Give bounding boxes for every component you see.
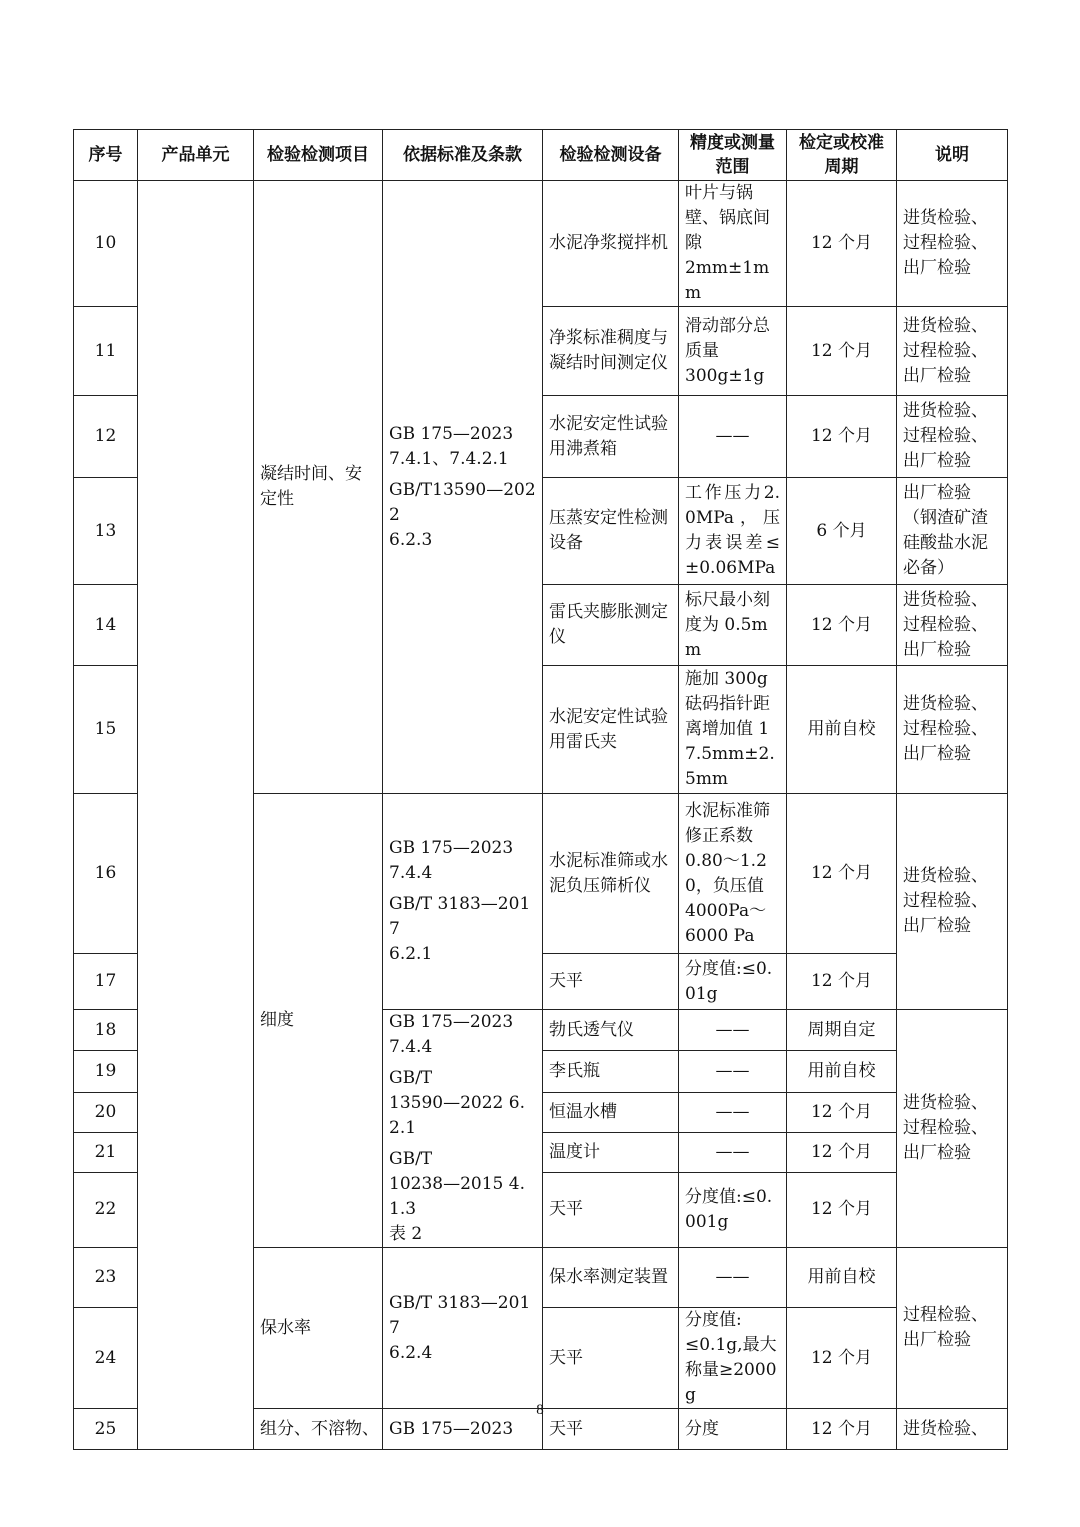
header-note: 说明 xyxy=(897,130,1008,181)
period-cell: 12 个月 xyxy=(787,181,897,307)
note-cell: 进货检验、过程检验、出厂检验 xyxy=(897,396,1008,478)
period-cell: 12 个月 xyxy=(787,1132,897,1172)
row-number: 23 xyxy=(74,1248,138,1308)
header-period: 检定或校准 周期 xyxy=(787,130,897,181)
precision-cell: —— xyxy=(679,1010,787,1051)
row-number: 11 xyxy=(74,307,138,396)
equipment-cell: 勃氏透气仪 xyxy=(543,1010,679,1051)
row-number: 16 xyxy=(74,794,138,954)
precision-cell: 分度值:≤0.01g xyxy=(679,954,787,1010)
period-cell: 12 个月 xyxy=(787,954,897,1010)
precision-cell: 滑动部分总质量 300g±1g xyxy=(679,307,787,396)
equipment-cell: 水泥标准筛或水泥负压筛析仪 xyxy=(543,794,679,954)
period-cell: 周期自定 xyxy=(787,1010,897,1051)
header-standard: 依据标准及条款 xyxy=(383,130,543,181)
standard-line: GB/T 3183—2017 6.2.1 xyxy=(389,894,531,964)
precision-cell: —— xyxy=(679,1092,787,1132)
table-row xyxy=(74,181,1008,307)
header-product-unit: 产品单元 xyxy=(138,130,254,181)
row-number: 13 xyxy=(74,478,138,585)
row-number: 15 xyxy=(74,666,138,794)
precision-cell: —— xyxy=(679,1132,787,1172)
precision-cell: 施加 300g 砝码指针距离增加值 17.5mm±2.5mm xyxy=(679,666,787,794)
equipment-cell: 水泥安定性试验用雷氏夹 xyxy=(543,666,679,794)
row-number: 12 xyxy=(74,396,138,478)
period-cell: 6 个月 xyxy=(787,478,897,585)
period-cell: 用前自校 xyxy=(787,1051,897,1092)
note-cell: 进货检验、 xyxy=(897,1409,1008,1450)
precision-cell: 水泥标准筛修正系数 0.80～1.20，负压值 4000Pa～ 6000 Pa xyxy=(679,794,787,954)
equipment-cell: 李氏瓶 xyxy=(543,1051,679,1092)
precision-cell: 分度值:≤0.001g xyxy=(679,1172,787,1247)
row-number: 18 xyxy=(74,1010,138,1051)
group-standard-setting xyxy=(383,181,543,794)
row-number: 22 xyxy=(74,1172,138,1247)
period-cell: 用前自校 xyxy=(787,1248,897,1308)
group-standard-water-retention xyxy=(383,1248,543,1409)
standard-line: GB 175—2023 7.4.4 xyxy=(389,838,514,883)
header-precision: 精度或测量 范围 xyxy=(679,130,787,181)
note-cell: 进货检验、过程检验、出厂检验 xyxy=(897,666,1008,794)
equipment-cell: 天平 xyxy=(543,1409,679,1450)
standard-line: GB/T13590—2022 6.2.3 xyxy=(389,479,536,550)
page-number: 8 xyxy=(536,1402,544,1418)
equipment-cell: 天平 xyxy=(543,954,679,1010)
group-item-fineness: 细度 xyxy=(254,794,383,1248)
group-note-water-retention: 过程检验、出厂检验 xyxy=(897,1248,1008,1409)
equipment-cell: 水泥净浆搅拌机 xyxy=(543,181,679,307)
row-number: 14 xyxy=(74,585,138,666)
equipment-cell: 天平 xyxy=(543,1308,679,1409)
period-cell: 12 个月 xyxy=(787,1409,897,1450)
product-unit-cell xyxy=(138,181,254,1450)
note-cell: 进货检验、过程检验、出厂检验 xyxy=(897,585,1008,666)
group-note-fineness-b: 进货检验、过程检验、出厂检验 xyxy=(897,1010,1008,1248)
row-number: 21 xyxy=(74,1132,138,1172)
row-number: 25 xyxy=(74,1409,138,1450)
equipment-cell: 保水率测定装置 xyxy=(543,1248,679,1308)
equipment-cell: 压蒸安定性检测设备 xyxy=(543,478,679,585)
period-cell: 12 个月 xyxy=(787,794,897,954)
test-item-cell: 组分、不溶物、 xyxy=(254,1409,383,1450)
precision-cell: 工作压力2.0MPa，压力表误差≤±0.06MPa xyxy=(679,478,787,585)
note-cell: 出厂检验（钢渣矿渣硅酸盐水泥必备） xyxy=(897,478,1008,585)
precision-cell: 分度值: ≤0.1g,最大称量≥2000g xyxy=(679,1308,787,1409)
period-cell: 12 个月 xyxy=(787,396,897,478)
equipment-cell: 天平 xyxy=(543,1172,679,1247)
row-number: 17 xyxy=(74,954,138,1010)
group-standard-fineness-b xyxy=(383,1010,543,1248)
period-cell: 用前自校 xyxy=(787,666,897,794)
precision-cell: 标尺最小刻度为 0.5mm xyxy=(679,585,787,666)
note-cell: 进货检验、过程检验、出厂检验 xyxy=(897,181,1008,307)
equipment-cell: 温度计 xyxy=(543,1132,679,1172)
period-cell: 12 个月 xyxy=(787,1172,897,1247)
header-row xyxy=(74,130,1008,181)
equipment-cell: 水泥安定性试验用沸煮箱 xyxy=(543,396,679,478)
period-cell: 12 个月 xyxy=(787,1092,897,1132)
standard-line: GB/T 10238—2015 4.1.3 表 2 xyxy=(389,1149,525,1244)
row-number: 19 xyxy=(74,1051,138,1092)
group-standard-fineness-a xyxy=(383,794,543,1010)
group-item-setting: 凝结时间、安定性 xyxy=(254,181,383,794)
period-cell: 12 个月 xyxy=(787,1308,897,1409)
row-number: 10 xyxy=(74,181,138,307)
equipment-cell: 恒温水槽 xyxy=(543,1092,679,1132)
note-cell: 进货检验、过程检验、出厂检验 xyxy=(897,307,1008,396)
row-number: 20 xyxy=(74,1092,138,1132)
precision-cell: 分度 xyxy=(679,1409,787,1450)
equipment-cell: 净浆标准稠度与凝结时间测定仪 xyxy=(543,307,679,396)
header-test-item: 检验检测项目 xyxy=(254,130,383,181)
precision-cell: 叶片与锅壁、锅底间隙 2mm±1mm xyxy=(679,181,787,307)
inspection-equipment-table xyxy=(73,129,1008,1450)
header-seq: 序号 xyxy=(74,130,138,181)
equipment-cell: 雷氏夹膨胀测定仪 xyxy=(543,585,679,666)
standard-line: GB/T 13590—2022 6.2.1 xyxy=(389,1068,525,1138)
period-cell: 12 个月 xyxy=(787,307,897,396)
standard-line: GB 175—2023 7.4.4 xyxy=(389,1012,514,1057)
period-cell: 12 个月 xyxy=(787,585,897,666)
precision-cell: —— xyxy=(679,396,787,478)
group-note-fineness-a: 进货检验、过程检验、出厂检验 xyxy=(897,794,1008,1010)
precision-cell: —— xyxy=(679,1051,787,1092)
precision-cell: —— xyxy=(679,1248,787,1308)
standard-cell: GB 175—2023 xyxy=(383,1409,543,1450)
header-equipment: 检验检测设备 xyxy=(543,130,679,181)
row-number: 24 xyxy=(74,1308,138,1409)
standard-line: GB/T 3183—2017 6.2.4 xyxy=(389,1292,531,1363)
group-item-water-retention: 保水率 xyxy=(254,1248,383,1409)
standard-line: GB 175—2023 7.4.1、7.4.2.1 xyxy=(389,423,514,469)
